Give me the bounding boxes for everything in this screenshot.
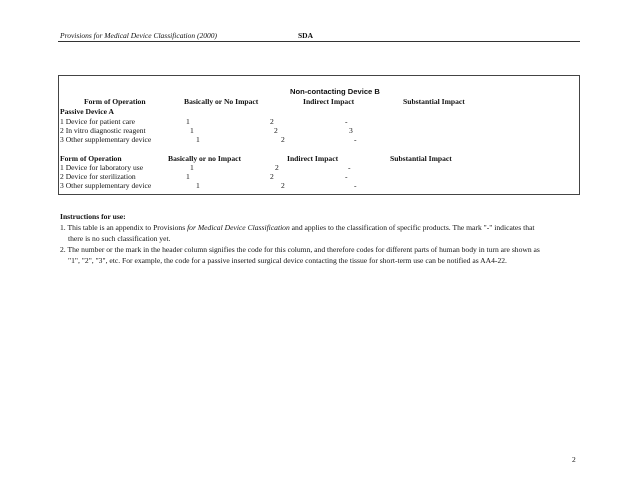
table-cell-indirect: 2 (274, 126, 278, 135)
table-cell-basic: 1 (190, 126, 194, 135)
table-cell-substantial: - (348, 163, 351, 172)
table-cell-indirect: 2 (270, 172, 274, 181)
column-header-indirect: Indirect Impact (303, 97, 355, 106)
table-cell-indirect: 2 (281, 135, 285, 144)
document-title: Provisions for Medical Device Classification (2000) (60, 31, 217, 40)
table-cell-substantial: - (354, 135, 357, 144)
table-cell-basic: 1 (186, 117, 190, 126)
table-cell-basic: 1 (186, 172, 190, 181)
note-2-text: 2. The number or the mark in the header column signifies the code for this column, and therefore codes for different parts of human body in turn are shown as (60, 245, 540, 254)
column-header-indirect: Indirect Impact (287, 154, 339, 163)
organization-label: SDA (298, 31, 314, 40)
column-header-substantial: Substantial Impact (390, 154, 452, 163)
table-cell-indirect: 2 (275, 163, 279, 172)
instruction-note-1 (60, 222, 576, 244)
instruction-note-2 (60, 244, 576, 266)
column-header-basic: Basically or no Impact (168, 154, 242, 163)
table-cell-substantial: - (345, 117, 348, 126)
note-1-continuation: there is no such classification yet. (68, 234, 171, 243)
note-1-italic-title: for Medical Device Classification (187, 223, 290, 232)
table-cell-substantial: - (345, 172, 348, 181)
table-cell-basic: 1 (196, 181, 200, 190)
column-header-form: Form of Operation (84, 97, 146, 106)
table-row-label: 3 Other supplementary device (60, 135, 152, 144)
table-cell-indirect: 2 (270, 117, 274, 126)
table-cell-basic: 1 (196, 135, 200, 144)
table-group-title: Non-contacting Device B (290, 87, 380, 96)
note-1-text-end: and applies to the classification of specific products. The mark "-" indicates that (289, 223, 535, 232)
table-cell-substantial: - (354, 181, 357, 190)
table-cell-indirect: 2 (281, 181, 285, 190)
table-row-label: 2 In vitro diagnostic reagent (60, 126, 146, 135)
table-row-label: 1 Device for patient care (60, 117, 136, 126)
instructions-title: Instructions for use: (60, 212, 126, 221)
section-label-passive-device: Passive Device A (60, 107, 114, 116)
column-header-form: Form of Operation (60, 154, 122, 163)
note-2-continuation: "1", "2", "3", etc. For example, the code for a passive inserted surgical device contacting the tissue for short-term use can be notified as AA4-22. (68, 256, 507, 265)
column-header-basic: Basically or No Impact (184, 97, 259, 106)
column-header-substantial: Substantial Impact (403, 97, 465, 106)
header-rule (58, 41, 580, 42)
table-row-label: 2 Device for sterilization (60, 172, 136, 181)
table-row-label: 3 Other supplementary device (60, 181, 152, 190)
table-cell-substantial: 3 (349, 126, 353, 135)
table-row-label: 1 Device for laboratory use (60, 163, 144, 172)
table-cell-basic: 1 (190, 163, 194, 172)
note-1-text: 1. This table is an appendix to Provisions (60, 223, 188, 232)
page-number: 2 (572, 455, 576, 464)
